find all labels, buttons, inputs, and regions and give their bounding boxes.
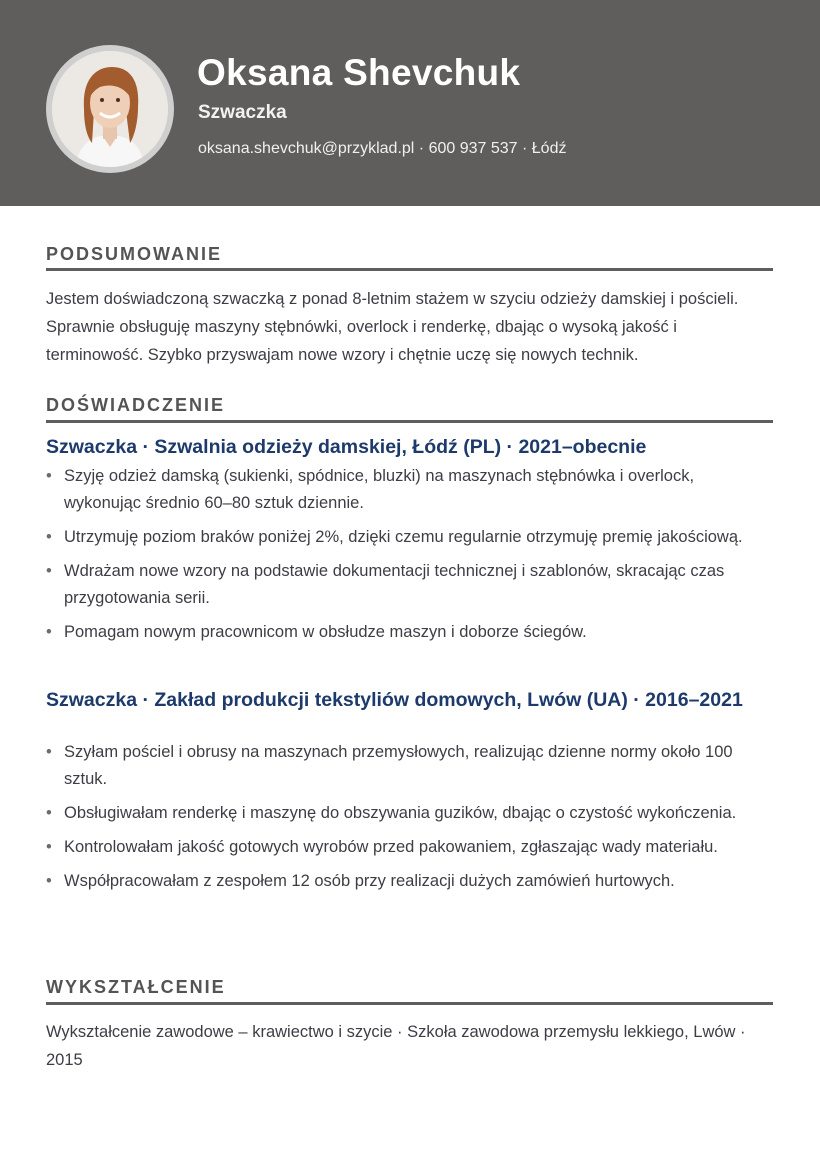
list-item [46, 834, 774, 861]
list-item [46, 558, 774, 612]
candidate-role: Szwaczka [198, 102, 287, 123]
bullet-text: Obsługiwałam renderkę i maszynę do obszywania guzików, dbając o czystość wykończenia. [64, 804, 737, 822]
experience-divider [46, 420, 773, 423]
experience-heading: DOŚWIADCZENIE [46, 395, 225, 415]
bullet-icon: • [46, 872, 52, 890]
candidate-name: Oksana Shevchuk [197, 52, 521, 93]
bullet-icon: • [46, 528, 52, 546]
contact-line: oksana.shevchuk@przyklad.pl · 600 937 537 · Łódź [198, 140, 567, 157]
bullet-icon: • [46, 743, 52, 761]
education-heading: WYKSZTAŁCENIE [46, 977, 226, 997]
bullet-text: Szyłam pościel i obrusy na maszynach przemysłowych, realizując dzienne normy około 100 sztuk. [64, 743, 733, 788]
bullet-icon: • [46, 804, 52, 822]
bullet-text: Współpracowałam z zespołem 12 osób przy realizacji dużych zamówień hurtowych. [64, 872, 675, 890]
list-item [46, 524, 774, 551]
list-item [46, 619, 774, 646]
list-item [46, 463, 774, 517]
job-bullets [46, 463, 774, 653]
summary-heading: PODSUMOWANIE [46, 244, 223, 264]
summary-divider [46, 268, 773, 271]
list-item [46, 800, 774, 827]
bullet-text: Szyję odzież damską (sukienki, spódnice, bluzki) na maszynach stębnówka i overlock, wykonując średnio 60–80 sztuk dziennie. [64, 467, 695, 512]
profile-photo [52, 51, 168, 167]
bullet-icon: • [46, 467, 52, 485]
job-title: Szwaczka · Zakład produkcji tekstyliów domowych, Lwów (UA) · 2016–2021 [46, 689, 743, 711]
list-item [46, 868, 774, 895]
bullet-icon: • [46, 562, 52, 580]
bullet-icon: • [46, 838, 52, 856]
bullet-text: Pomagam nowym pracownicom w obsłudze maszyn i doborze ściegów. [64, 623, 587, 641]
education-text: Wykształcenie zawodowe – krawiectwo i szycie · Szkoła zawodowa przemysłu lekkiego, Lwów · 2015 [46, 1023, 746, 1069]
bullet-text: Kontrolowałam jakość gotowych wyrobów przed pakowaniem, zgłaszając wady materiału. [64, 838, 718, 856]
education-divider [46, 1002, 773, 1005]
summary-text: Jestem doświadczoną szwaczką z ponad 8-letnim stażem w szyciu odzieży damskiej i pościeli. Sprawnie obsługuję maszyny stębnówki, overlock i renderkę, dbając o wysoką jakość i terminowość. Szybko przyswajam nowe wzory i chętnie uczę się nowych technik. [46, 290, 739, 364]
bullet-text: Wdrażam nowe wzory na podstawie dokumentacji technicznej i szablonów, skracając czas przygotowania serii. [64, 562, 725, 607]
bullet-text: Utrzymuję poziom braków poniżej 2%, dzięki czemu regularnie otrzymuję premię jakościową. [64, 528, 743, 546]
job-title: Szwaczka · Szwalnia odzieży damskiej, Łódź (PL) · 2021–obecnie [46, 436, 647, 458]
portrait-image [52, 51, 168, 167]
profile-photo-frame [46, 45, 174, 173]
job-bullets [46, 739, 774, 902]
bullet-icon: • [46, 623, 52, 641]
resume-header [0, 0, 820, 206]
list-item [46, 739, 774, 793]
